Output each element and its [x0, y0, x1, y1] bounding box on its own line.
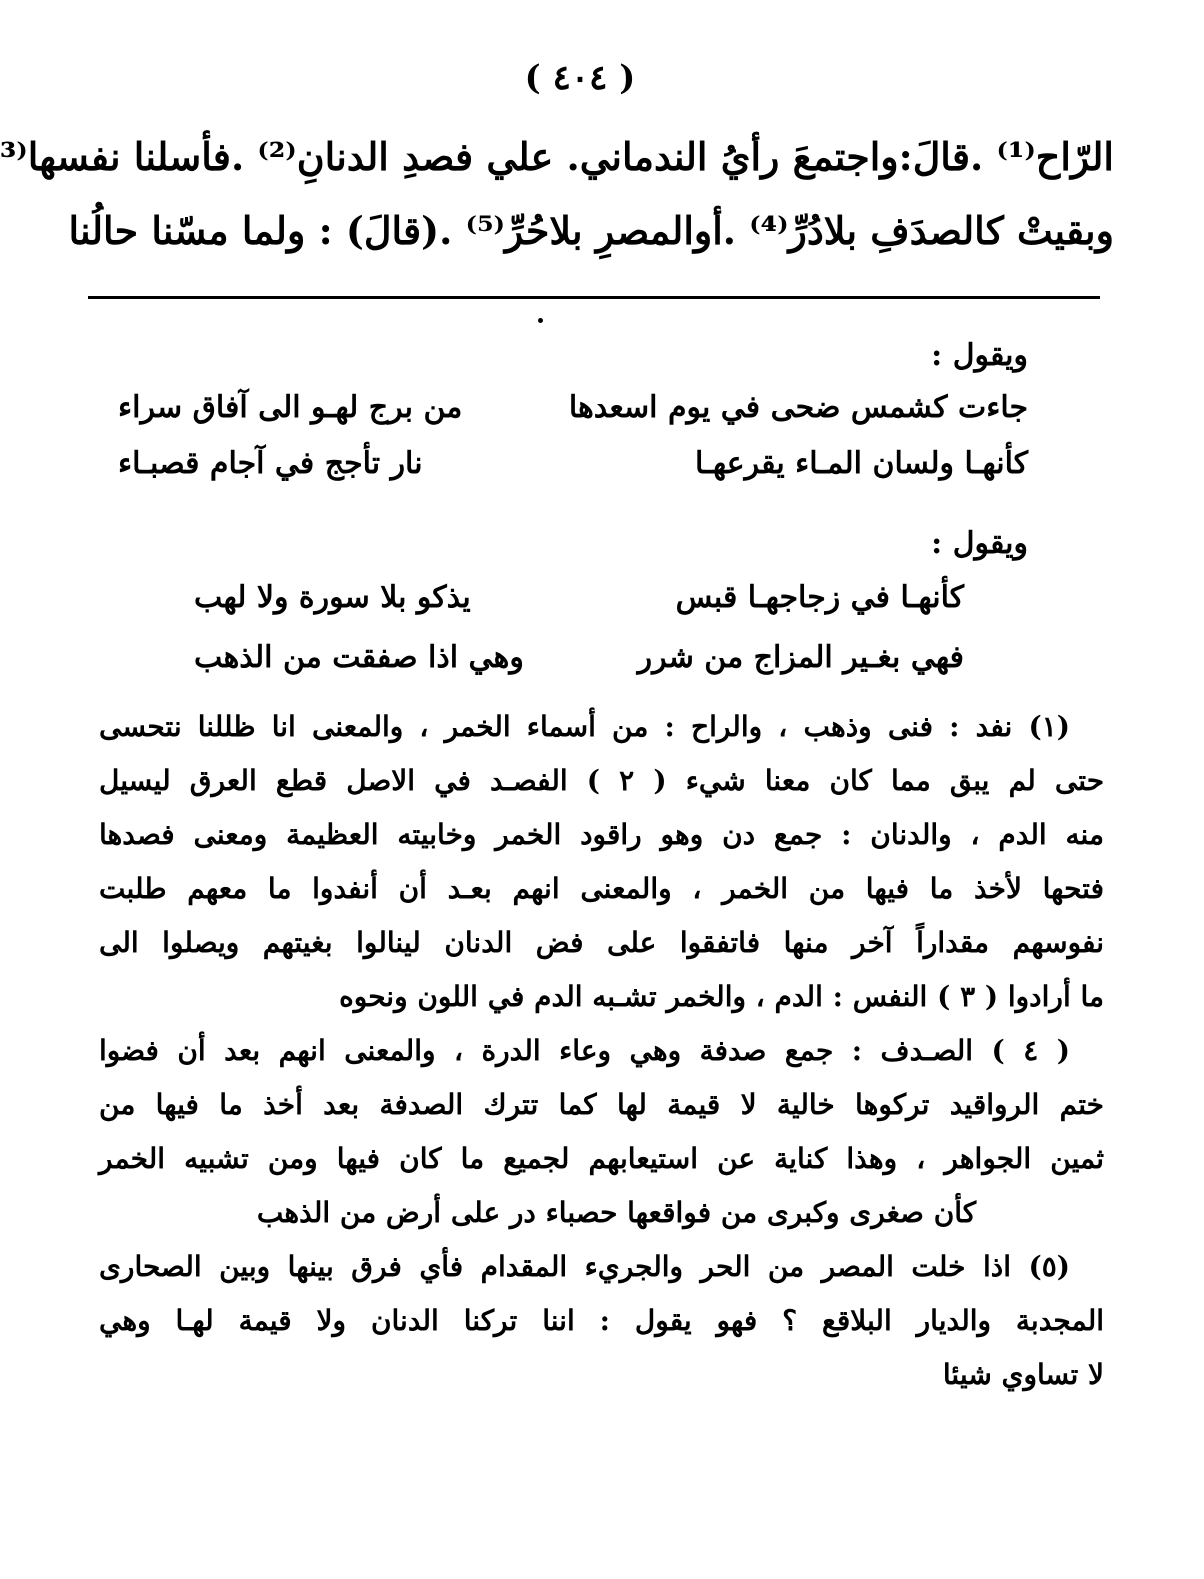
- poem-line: الرّاح⁽¹⁾ .قالَ:واجتمعَ رأيُ الندماني. علي فصدِ الدنانِ⁽²⁾ .فأسلنا نفسها⁽³: [0, 134, 1114, 179]
- verse-hemistich-first: كأنهـا ولسان المـاء يقرعهـا: [694, 446, 1028, 481]
- verse-hemistich-second: من برج لهـو الى آفاق سراء: [118, 390, 463, 425]
- verse-line: [194, 640, 964, 684]
- separator-rule: [88, 296, 1100, 299]
- footnote-line: ما أرادوا ( ٣ ) النفس : الدم ، والخمر تشـبه الدم في اللون ونحوه: [339, 980, 1104, 1013]
- footnote-line: (٥) اذا خلت المصر من الحر والجريء المقدام فأي فرق بينها وبين الصحارى: [99, 1250, 1070, 1283]
- verse-hemistich-second: يذكو بلا سورة ولا لهب: [194, 580, 471, 615]
- verse-hemistich-first: فهي بغـير المزاج من شرر: [637, 640, 964, 675]
- footnote-line: حتى لم يبق مما كان معنا شيء ( ٢ ) الفصـد في الاصل قطع العرق ليسيل: [99, 764, 1104, 797]
- poem-text: [0, 120, 1114, 268]
- footnote-line: ختم الرواقيد تركوها خالية لا قيمة لها كما تترك الصدفة بعد أخذ ما فيها من: [99, 1088, 1104, 1121]
- footnote-line: (١) نفد : فنى وذهب ، والراح : من أسماء الخمر ، والمعنى انا ظللنا نتحسى: [99, 710, 1070, 743]
- footnotes: [99, 700, 1104, 1402]
- verse-hemistich-second: وهي اذا صفقت من الذهب: [194, 640, 524, 675]
- footnote-line: نفوسهم مقداراً آخر منها فاتفقوا على فض الدنان لينالوا بغيتهم ويصلوا الى: [99, 926, 1104, 959]
- verse-line: [118, 390, 1028, 434]
- footnote-verse: كأن صغرى وكبرى من فواقعها حصباء در على أرض من الذهب: [256, 1196, 977, 1229]
- verse-hemistich-first: كأنهـا في زجاجهـا قبس: [675, 580, 964, 615]
- verse-line: [194, 580, 964, 624]
- footnote-line: لا تساوي شيئا: [942, 1358, 1104, 1391]
- section-intro: ويقول :: [931, 338, 1028, 373]
- footnote-line: ثمين الجواهر ، وهذا كناية عن استيعابهم لجميع ما كان فيها ومن تشبيه الخمر: [99, 1142, 1104, 1175]
- section-intro: ويقول :: [931, 526, 1028, 561]
- verse-hemistich-second: نار تأجج في آجام قصبـاء: [118, 446, 423, 481]
- footnote-line: المجدبة والديار البلاقع ؟ فهو يقول : اننا تركنا الدنان ولا قيمة لهـا وهي: [99, 1304, 1104, 1337]
- verse-hemistich-first: جاءت كشمس ضحى في يوم اسعدها: [568, 390, 1028, 425]
- verse-line: [118, 446, 1028, 490]
- footnote-line: فتحها لأخذ ما فيها من الخمر ، والمعنى انهم بعـد أن أنفدوا ما معهم طلبت: [99, 872, 1104, 905]
- page-number: ( ٤٠٤ ): [524, 58, 636, 98]
- ink-dot: [538, 318, 543, 323]
- poem-line: وبقيتْ كالصدَفِ بلادُرِّ⁽⁴⁾ .أوالمصرِ بلاحُرِّ⁽⁵⁾ .(قالَ) : ولما مسّنا حالُنا: [68, 208, 1114, 253]
- footnote-line: منه الدم ، والدنان : جمع دن وهو راقود الخمر وخابيته العظيمة ومعنى فصدها: [99, 818, 1104, 851]
- footnote-line: ( ٤ ) الصـدف : جمع صدفة وهي وعاء الدرة ، والمعنى انهم بعد أن فضوا: [99, 1034, 1071, 1067]
